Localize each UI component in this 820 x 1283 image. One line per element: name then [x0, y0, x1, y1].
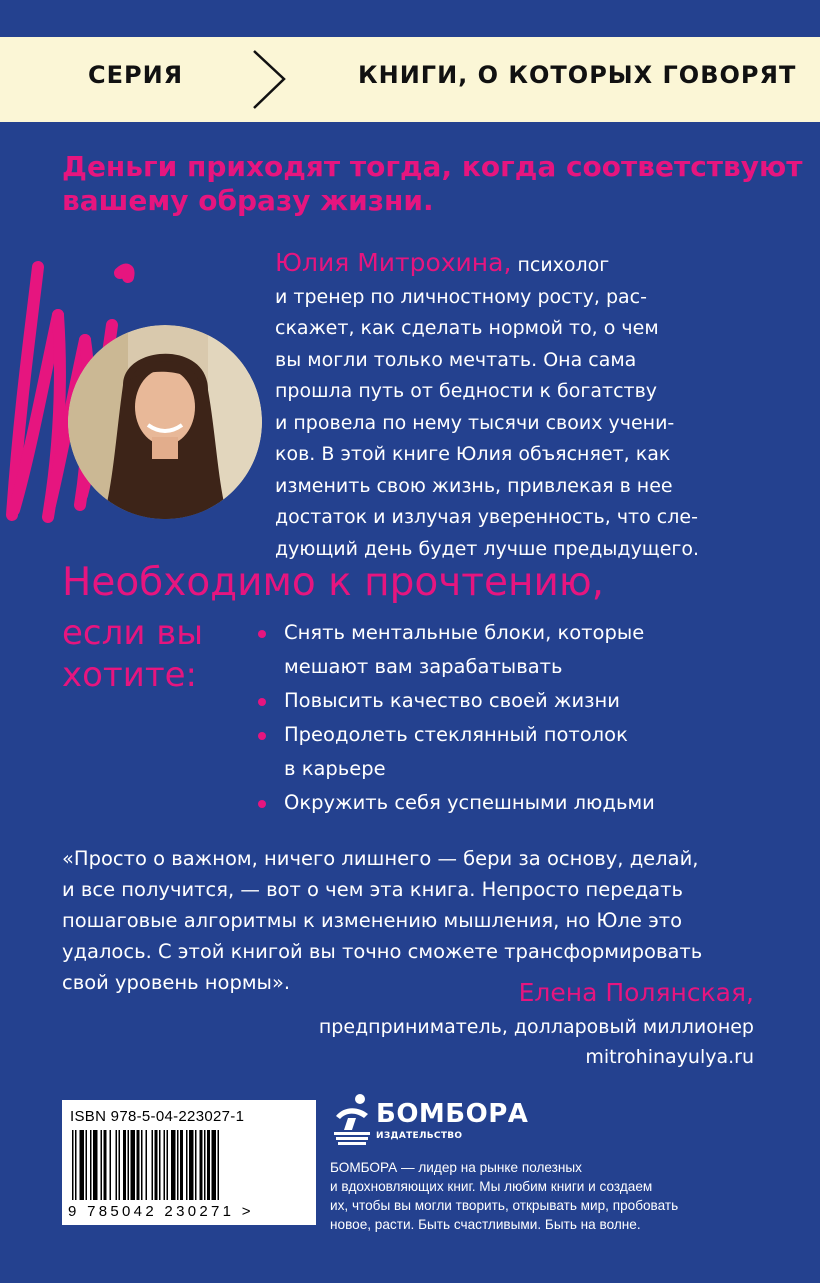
must-read-subtitle: если вы хотите: — [62, 613, 204, 695]
intro-line: прошла путь от бедности к богатству — [275, 380, 658, 402]
barcode-bar — [152, 1130, 154, 1200]
must-read-title: Необходимо к прочтению, — [62, 560, 605, 605]
quote-line: «Просто о важном, ничего лишнего — бери за основу, делай, — [62, 847, 699, 870]
publisher-name: БОМБОРА — [376, 1099, 529, 1129]
about-line: их, чтобы вы могли творить, открывать мир, пробовать — [330, 1198, 679, 1213]
quote-line: и все получится, — вот о чем эта книга. Непросто передать — [62, 878, 683, 901]
barcode-bar — [189, 1130, 194, 1200]
series-banner — [0, 37, 820, 122]
barcode-bar — [155, 1130, 158, 1200]
quote-line: пошаговые алгоритмы к изменению мышления, но Юле это — [62, 909, 683, 932]
testimonial-quote — [62, 843, 702, 998]
publisher-logo — [330, 1092, 529, 1153]
barcode-bar — [207, 1130, 210, 1200]
chevron-right-icon — [250, 47, 290, 112]
bullet-icon — [258, 800, 266, 808]
series-label: СЕРИЯ — [88, 61, 184, 89]
barcode-digits: 9 785042 230271 > — [68, 1203, 254, 1220]
barcode-bar — [171, 1130, 176, 1200]
publisher-about — [330, 1158, 678, 1234]
bullet-icon — [258, 698, 266, 706]
wave-logo-icon — [330, 1092, 374, 1148]
intro-line: скажет, как сделать нормой то, о чем — [275, 317, 659, 339]
quote-author-title: предприниматель, долларовый миллионер — [318, 1016, 754, 1038]
barcode — [62, 1100, 316, 1225]
quote-author: Елена Полянская, — [518, 978, 754, 1007]
about-line: новое, расти. Быть счастливыми. Быть на волне. — [330, 1217, 641, 1232]
series-title: КНИГИ, О КОТОРЫХ ГОВОРЯТ — [358, 61, 797, 89]
barcode-bar — [90, 1130, 92, 1200]
author-intro — [275, 247, 699, 565]
intro-line: дующий день будет лучше предыдущего. — [275, 537, 700, 560]
barcode-bar — [131, 1130, 136, 1200]
isbn-label: ISBN 978-5-04-223027-1 — [70, 1108, 245, 1125]
barcode-bar — [75, 1130, 77, 1200]
barcode-bar — [180, 1130, 183, 1200]
headline — [62, 150, 803, 218]
intro-line: психолог — [517, 254, 610, 276]
intro-line: изменить свою жизнь, привлекая в нее — [275, 474, 673, 497]
publisher-subtitle: ИЗДАТЕЛЬСТВО — [376, 1131, 463, 1141]
quote-line: удалось. С этой книгой вы точно сможете трансформировать — [62, 940, 703, 963]
barcode-bar — [93, 1130, 98, 1200]
headline-line: Деньги приходят тогда, когда соответствуют — [62, 150, 803, 183]
barcode-bar — [119, 1130, 121, 1200]
barcode-bar — [186, 1130, 188, 1200]
barcode-bar — [204, 1130, 206, 1200]
author-website: mitrohinayulya.ru — [585, 1046, 754, 1068]
author-photo — [68, 325, 262, 519]
intro-line: и провела по нему тысячи своих учени- — [275, 411, 675, 434]
barcode-bar — [195, 1130, 197, 1200]
barcode-bar — [116, 1130, 118, 1200]
barcode-bar — [164, 1130, 166, 1200]
barcode-bar — [137, 1130, 140, 1200]
barcode-bar — [104, 1130, 107, 1200]
barcode-bar — [128, 1130, 130, 1200]
barcode-bars — [70, 1130, 308, 1202]
list-item: Повысить качество своей жизни — [258, 684, 655, 718]
barcode-bar — [218, 1130, 220, 1200]
barcode-bar — [159, 1130, 161, 1200]
benefits-list — [258, 616, 655, 820]
barcode-bar — [72, 1130, 74, 1200]
barcode-bar — [212, 1130, 217, 1200]
headline-line: вашему образу жизни. — [62, 184, 434, 217]
barcode-bar — [146, 1130, 148, 1200]
bullet-icon — [258, 630, 266, 638]
quote-line: свой уровень нормы». — [62, 971, 291, 994]
list-item: Окружить себя успешными людьми — [258, 786, 655, 820]
author-name: Юлия Митрохина, — [275, 248, 512, 277]
about-line: и вдохновляющих книг. Мы любим книги и создаем — [330, 1179, 653, 1194]
barcode-bar — [80, 1130, 85, 1200]
bullet-icon — [258, 732, 266, 740]
list-item: Преодолеть стеклянный потолок в карьере — [258, 718, 655, 786]
intro-line: вы могли только мечтать. Она сама — [275, 348, 637, 371]
intro-line: достаток и излучая уверенность, что сле- — [275, 506, 698, 528]
barcode-bar — [200, 1130, 203, 1200]
intro-line: ков. В этой книге Юлия объясняет, как — [275, 443, 671, 465]
about-line: БОМБОРА — лидер на рынке полезных — [330, 1160, 582, 1175]
barcode-bar — [141, 1130, 143, 1200]
barcode-bar — [177, 1130, 179, 1200]
barcode-bar — [110, 1130, 112, 1200]
barcode-bar — [101, 1130, 103, 1200]
barcode-bar — [86, 1130, 88, 1200]
list-item: Снять ментальные блоки, которые мешают вам зарабатывать — [258, 616, 655, 684]
barcode-bar — [123, 1130, 126, 1200]
intro-line: и тренер по личностному росту, рас- — [275, 285, 647, 308]
barcode-bar — [167, 1130, 169, 1200]
